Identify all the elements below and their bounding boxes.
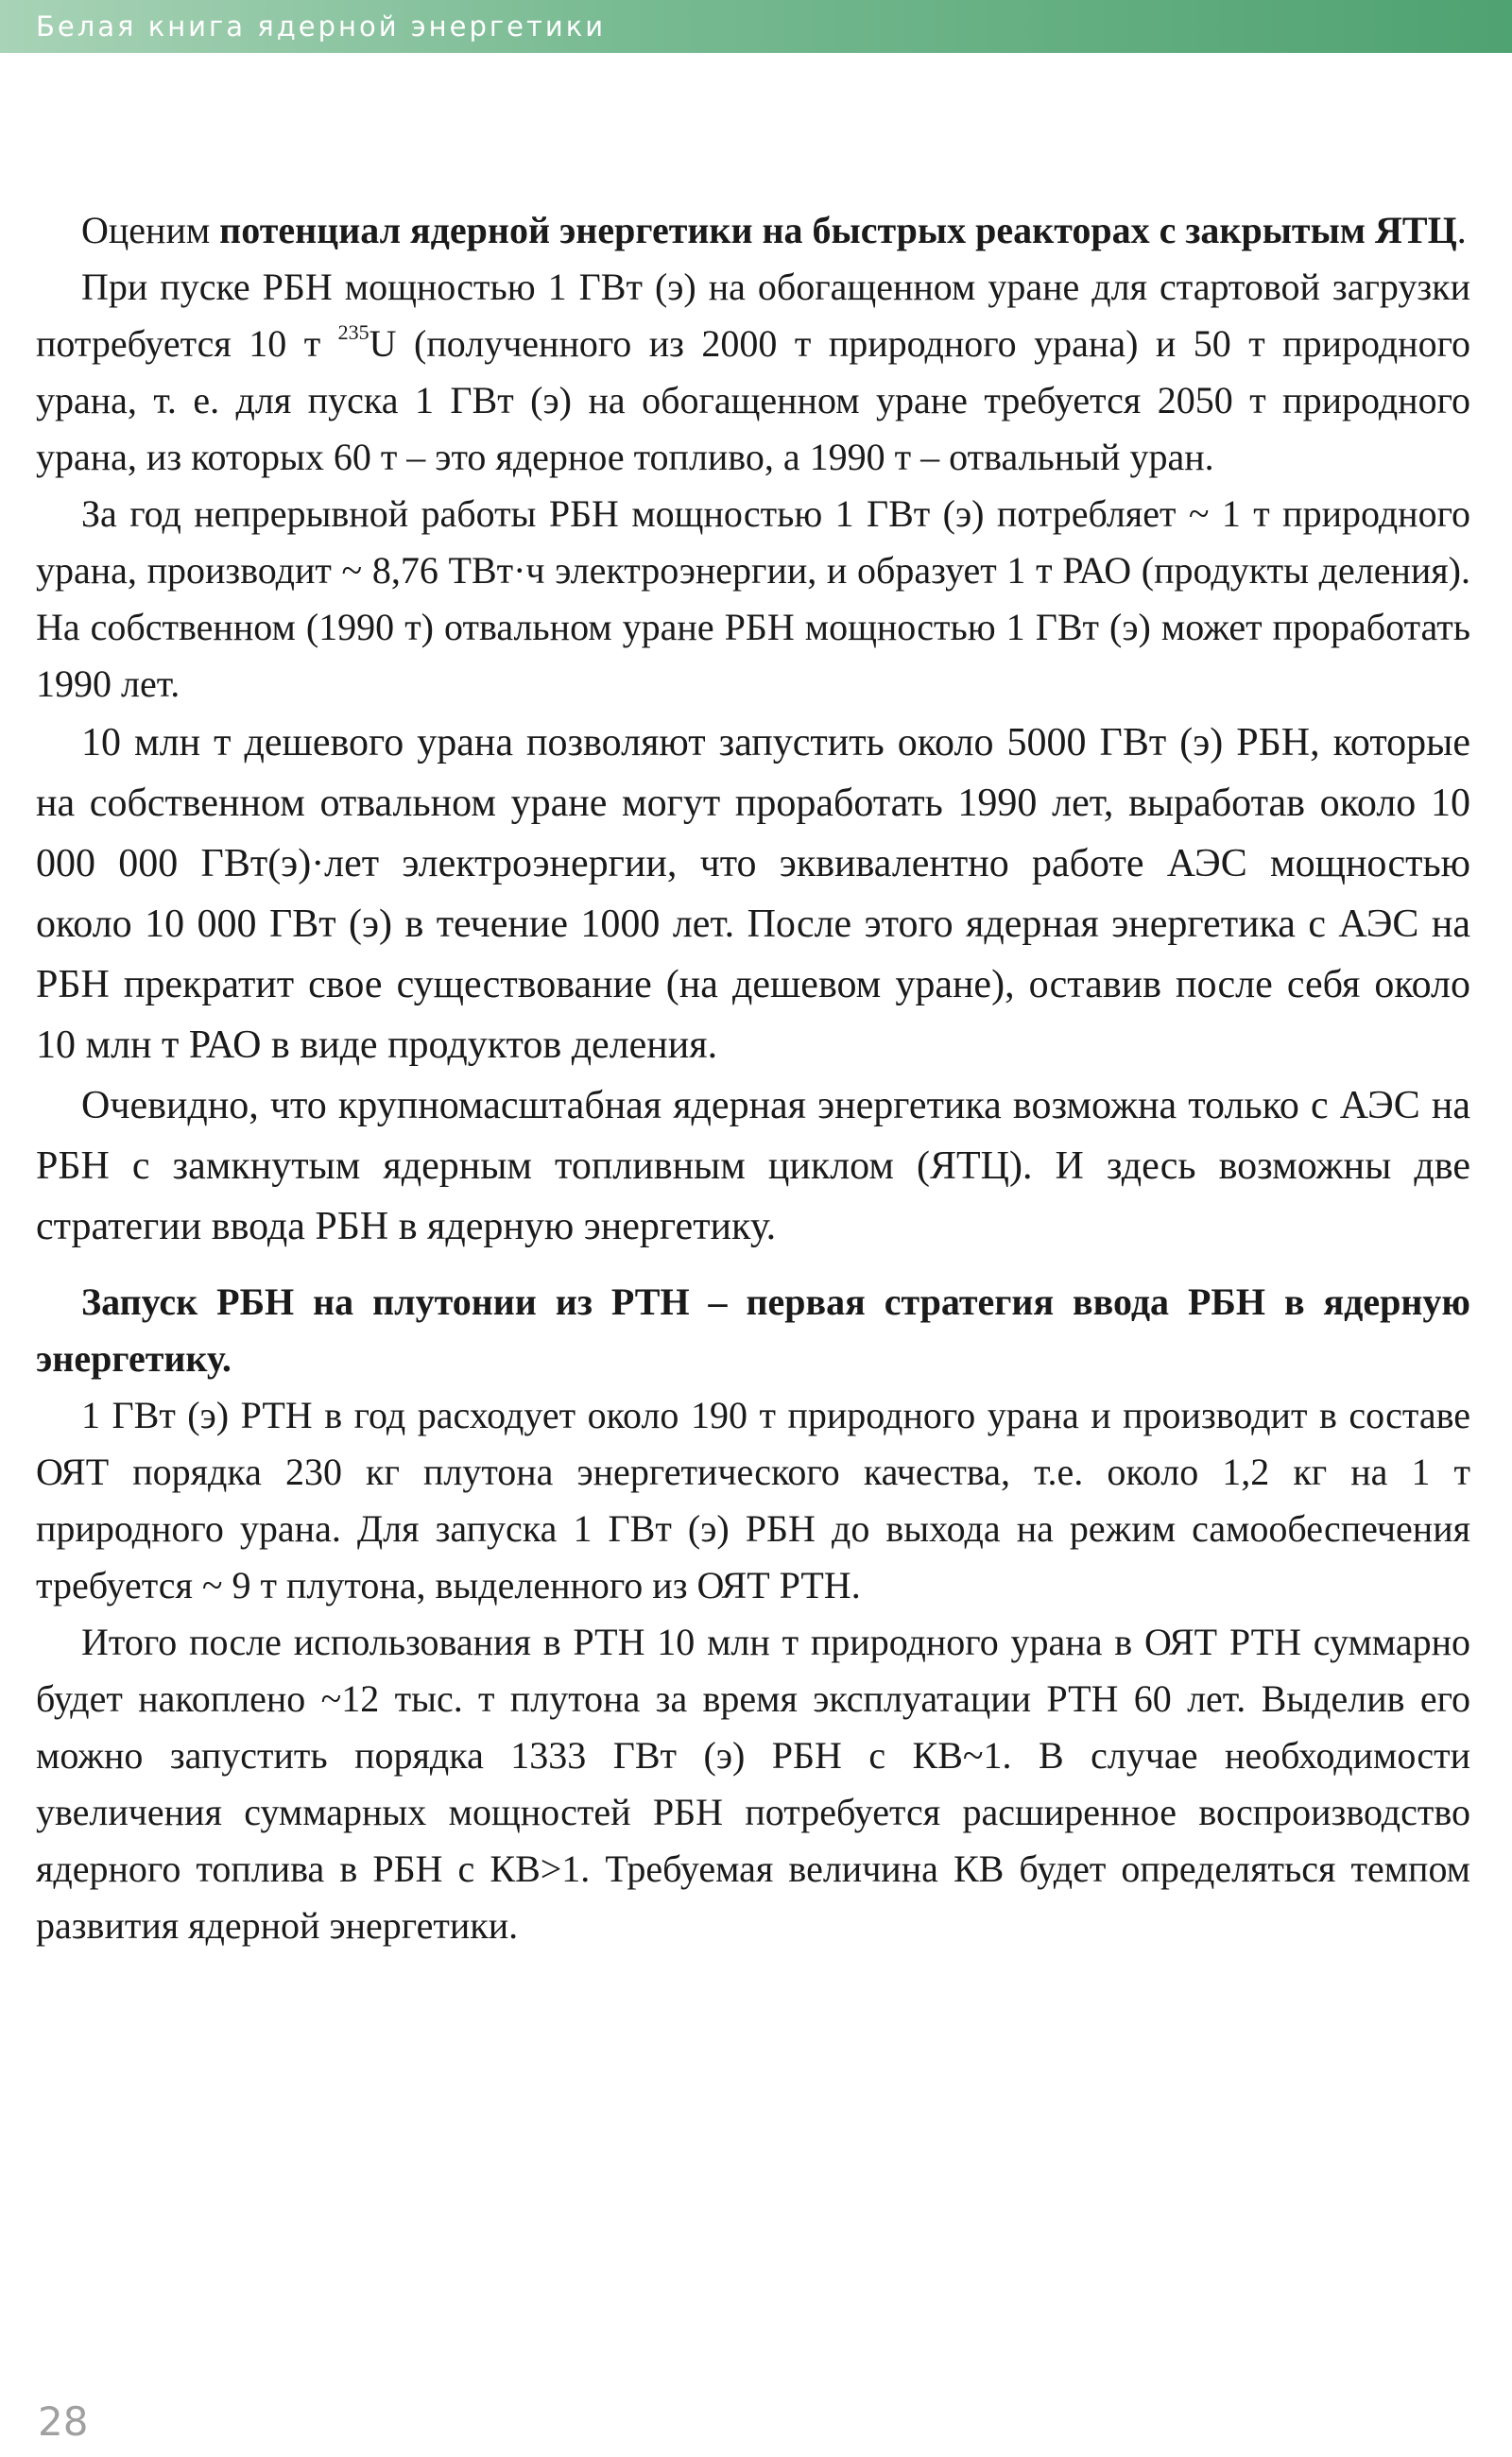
paragraph-potential-tail: . bbox=[1456, 209, 1467, 251]
paragraph-annual-operation: За год непрерывной работы РБН мощностью 1 ГВт (э) потребляет ~ 1 т природного урана, производит ~ 8,76 ТВт·ч электроэнергии, и образует 1 т РАО (продукты деления). На собственном (1990 т) отвальном уране РБН мощностью 1 ГВт (э) может проработать 1990 лет. bbox=[36, 492, 1470, 705]
paragraph-startup-part-a: При пуске РБН мощностью 1 ГВт (э) на обогащенном уране для стартовой загрузки потребуется 10 т bbox=[36, 266, 1470, 365]
paragraph-potential bbox=[36, 202, 1470, 259]
paragraph-two-strategies: Очевидно, что крупномасштабная ядерная энергетика возможна только с АЭС на РБН с замкнутым ядерным топливным циклом (ЯТЦ). И здесь возможны две стратегии ввода РБН в ядерную энергетику. bbox=[36, 1084, 1470, 1248]
paragraph-cheap-uranium: 10 млн т дешевого урана позволяют запустить около 5000 ГВт (э) РБН, которые на собственном отвальном уране могут проработать 1990 лет, выработав около 10 000 000 ГВт(э)·лет электроэнергии, что эквивалентно работе АЭС мощностью около 10 000 ГВт (э) в течение 1000 лет. После этого ядерная энергетика с АЭС на РБН прекратит свое существование (на дешевом уране), оставив после себя около 10 млн т РАО в виде продуктов деления. bbox=[36, 721, 1470, 1067]
paragraph-startup-part-b: U (полученного из 2000 т природного урана) и 50 т природного урана, т. е. для пуска 1 ГВт (э) на обогащенном уране требуется 2050 т природного урана, из которых 60 т – это ядерное топливо, а 1990 т – отвальный уран. bbox=[36, 322, 1470, 478]
paragraph-potential-bold: потенциал ядерной энергетики на быстрых реакторах с закрытым ЯТЦ bbox=[219, 209, 1457, 251]
paragraph-total-plutonium: Итого после использования в РТН 10 млн т природного урана в ОЯТ РТН суммарно будет накоплено ~12 тыс. т плутона за время эксплуатации РТН 60 лет. Выделив его можно запустить порядка 1333 ГВт (э) РБН с КВ~1. В случае необходимости увеличения суммарных мощностей РБН потребуется расширенное воспроизводство ядерного топлива в РБН с КВ>1. Требуемая величина КВ будет определяться темпом развития ядерной энергетики. bbox=[36, 1621, 1470, 1947]
paragraph-potential-lead: Оценим bbox=[81, 209, 220, 251]
paragraph-rtn-plutonium: 1 ГВт (э) РТН в год расходует около 190 т природного урана и производит в составе ОЯТ порядка 230 кг плутона энергетического качества, т.е. около 1,2 кг на 1 т природного урана. Для запуска 1 ГВт (э) РБН до выхода на режим самообеспечения требуется ~ 9 т плутона, выделенного из ОЯТ РТН. bbox=[36, 1394, 1470, 1606]
page-body bbox=[36, 202, 1470, 1954]
paragraph-startup-enriched bbox=[36, 259, 1470, 486]
running-header-title: Белая книга ядерной энергетики bbox=[36, 10, 607, 43]
section-heading-first-strategy: Запуск РБН на плутонии из РТН – первая стратегия ввода РБН в ядерную энергетику. bbox=[36, 1280, 1470, 1380]
page-number: 28 bbox=[38, 2398, 89, 2445]
isotope-superscript: 235 bbox=[337, 320, 369, 344]
header-bar bbox=[0, 0, 1512, 53]
